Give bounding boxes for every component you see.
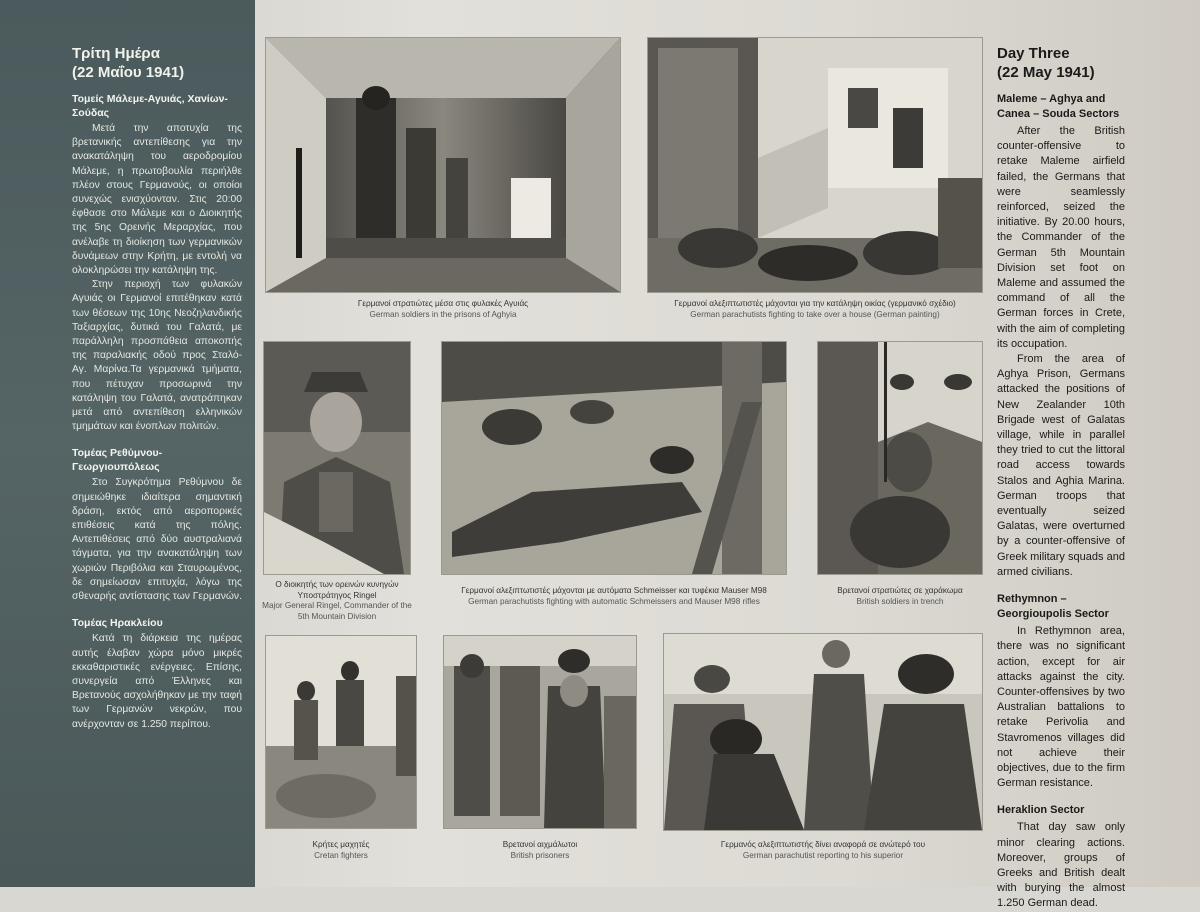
greek-title-line2: (22 Μαΐου 1941): [72, 64, 185, 81]
english-paragraph: After the British counter-offensive to retake Maleme airfield failed, the Germans that were seamlessly reinforced, seized the initiative. By 20.00 hours, the Commander of the German 5th Mountain Division set foot on Maleme and assumed the command of all the German forces in Crete, with the aim of completing its occupation.: [997, 125, 1125, 350]
photo-caption: [810, 586, 990, 607]
greek-section-heading: Τομείς Μάλεμε-Αγυιάς, Χανίων-Σούδας: [72, 93, 228, 119]
greek-section-heading: Τομέας Ηρακλείου: [72, 617, 163, 630]
photo-british-prisoners: [444, 636, 636, 828]
caption-english: British prisoners: [510, 850, 570, 860]
caption-english: German parachutists fighting with automatic Schmeissers and Mauser M98 rifles: [468, 596, 760, 606]
greek-text-column: [72, 44, 242, 732]
caption-english: German soldiers in the prisons of Aghyia: [369, 309, 517, 319]
photo-caption: [444, 840, 636, 861]
english-title-line1: Day Three: [997, 45, 1070, 62]
english-title-line2: (22 May 1941): [997, 64, 1095, 81]
greek-paragraph: Μετά την αποτυχία της βρετανικής αντεπίθεσης για την ανακατάληψη του αεροδρομίου Μάλεμε, η πρωτοβουλία περιήλθε πλέον στους Γερμανούς, οι οποίοι συνεχώς ενισχύονταν. Στις 20:00 έφθασε στο Μάλεμε και ο Διοικητής της 5ης Ορεινής Μεραρχίας, που ανέλαβε τη διοίκηση των γερμανικών δυνάμεων στην Κρήτη, με εντολή να ολοκληρώσει την κατάληψη της.: [72, 123, 242, 277]
caption-english: German parachutist reporting to his superior: [742, 850, 904, 860]
english-section-heading: Maleme – Aghya and Canea – Souda Sectors: [997, 93, 1120, 120]
photo-parachutists-schmeisser: [442, 342, 786, 574]
photo-caption: [648, 299, 982, 320]
caption-greek: Γερμανοί αλεξιπτωτιστές μάχονται με αυτόματα Schmeisser και τυφέκια Mauser M98: [461, 586, 767, 595]
photo-caption: [266, 840, 416, 861]
photo-parachutist-reporting: [664, 634, 982, 830]
photo-british-trench: [818, 342, 982, 574]
caption-english: Cretan fighters: [314, 850, 368, 860]
greek-paragraph: Στην περιοχή των φυλακών Αγυιάς οι Γερμανοί επιτέθηκαν κατά των θέσεων της 10ης Νεοζηλανδικής Ταξιαρχίας, δυτικά του Γαλατά, με παράλληλη προσπάθεια αποκοπής της παραλιακής οδού προς Σταλό-Αγ. Μαρίνα.Τα γερμανικά τμήματα, που πέτυχαν προσωρινά την κατάληψη του Γαλατά, ανατράπηκαν μετά από αντεπίθεση ελληνικών τμημάτων και ένοπλων πολιτών.: [72, 279, 242, 433]
greek-paragraph: Στο Συγκρότημα Ρεθύμνου δε σημειώθηκε ιδιαίτερα σημαντική δράση, εκτός από αεροπορικές επιθέσεις κατά της πόλης. Αντεπιθέσεις από δύο αυστραλιανά τάγματα, για την ανακατάληψη των χωριών Περιβόλια και Σταυρωμένος, δε σημείωσαν επιτυχία, λόγω της σθεναρής αντίστασης των Γερμανών.: [72, 477, 242, 603]
english-paragraph: That day saw only minor clearing actions. Moreover, groups of Greeks and British dealt with burying the almost 1.250 German dead.: [997, 821, 1125, 910]
caption-greek: Ο διοικητής των ορεινών κυνηγών Υποστράτηγος Ringel: [275, 580, 399, 600]
caption-greek: Βρετανοί στρατιώτες σε χαράκωμα: [837, 586, 963, 595]
english-paragraph: From the area of Aghya Prison, Germans attacked the positions of New Zealander 10th Brigade west of Galatas village, while in parallel they tried to cut the littoral road access towards Stalos and Aghia Marina. German troops that eventually seized Galatas, were overturned by a counter-offensive of Greek military squads and armed civilians.: [997, 353, 1125, 578]
photo-prison-soldiers: [266, 38, 620, 292]
caption-english: Major General Ringel, Commander of the 5th Mountain Division: [262, 601, 412, 621]
english-text-column: [997, 44, 1125, 912]
greek-title: [72, 44, 242, 82]
caption-greek: Γερμανός αλεξιπτωτιστής δίνει αναφορά σε ανώτερό του: [720, 840, 926, 849]
greek-section-heading: Τομέας Ρεθύμνου-Γεωργιουπόλεως: [72, 447, 163, 474]
caption-greek: Γερμανοί αλεξιπτωτιστές μάχονται για την κατάληψη οικίας (γερμανικό σχέδιο): [674, 299, 956, 308]
photo-parachutists-painting: [648, 38, 982, 292]
english-paragraph: In Rethymnon area, there was no significant action, except for air attacks against the city. Counter-offensives by two Australian battalions to retake Perivolia and Stavromenos villages did not achieve their objectives, due to the firm German resistance.: [997, 625, 1125, 790]
photo-caption: [256, 580, 418, 622]
photo-general-ringel: [264, 342, 410, 574]
caption-greek: Βρετανοί αιχμάλωτοι: [502, 840, 578, 849]
caption-greek: Κρήτες μαχητές: [312, 840, 370, 849]
photo-caption: [664, 840, 982, 861]
english-section-heading: Heraklion Sector: [997, 804, 1085, 817]
caption-greek: Γερμανοί στρατιώτες μέσα στις φυλακές Αγυιάς: [357, 299, 529, 308]
english-title: [997, 44, 1125, 82]
photo-cretan-fighters: [266, 636, 416, 828]
english-section-heading: Rethymnon – Georgioupolis Sector: [997, 593, 1109, 621]
greek-paragraph: Κατά τη διάρκεια της ημέρας αυτής έλαβαν χώρα μόνο μικρές εκκαθαριστικές ενέργειες. Επίσης, συνεργεία από Έλληνες και Βρετανούς ασχολήθηκαν με την ταφή των Γερμανών νεκρών, που ανέρχονταν σε 1.250 περίπου.: [72, 633, 242, 730]
caption-english: British soldiers in trench: [856, 596, 944, 606]
greek-text-panel: [0, 0, 255, 887]
caption-english: German parachutists fighting to take over a house (German painting): [690, 309, 940, 319]
photo-caption: [442, 586, 786, 607]
photo-caption: [266, 299, 620, 320]
greek-title-line1: Τρίτη Ημέρα: [72, 45, 160, 62]
